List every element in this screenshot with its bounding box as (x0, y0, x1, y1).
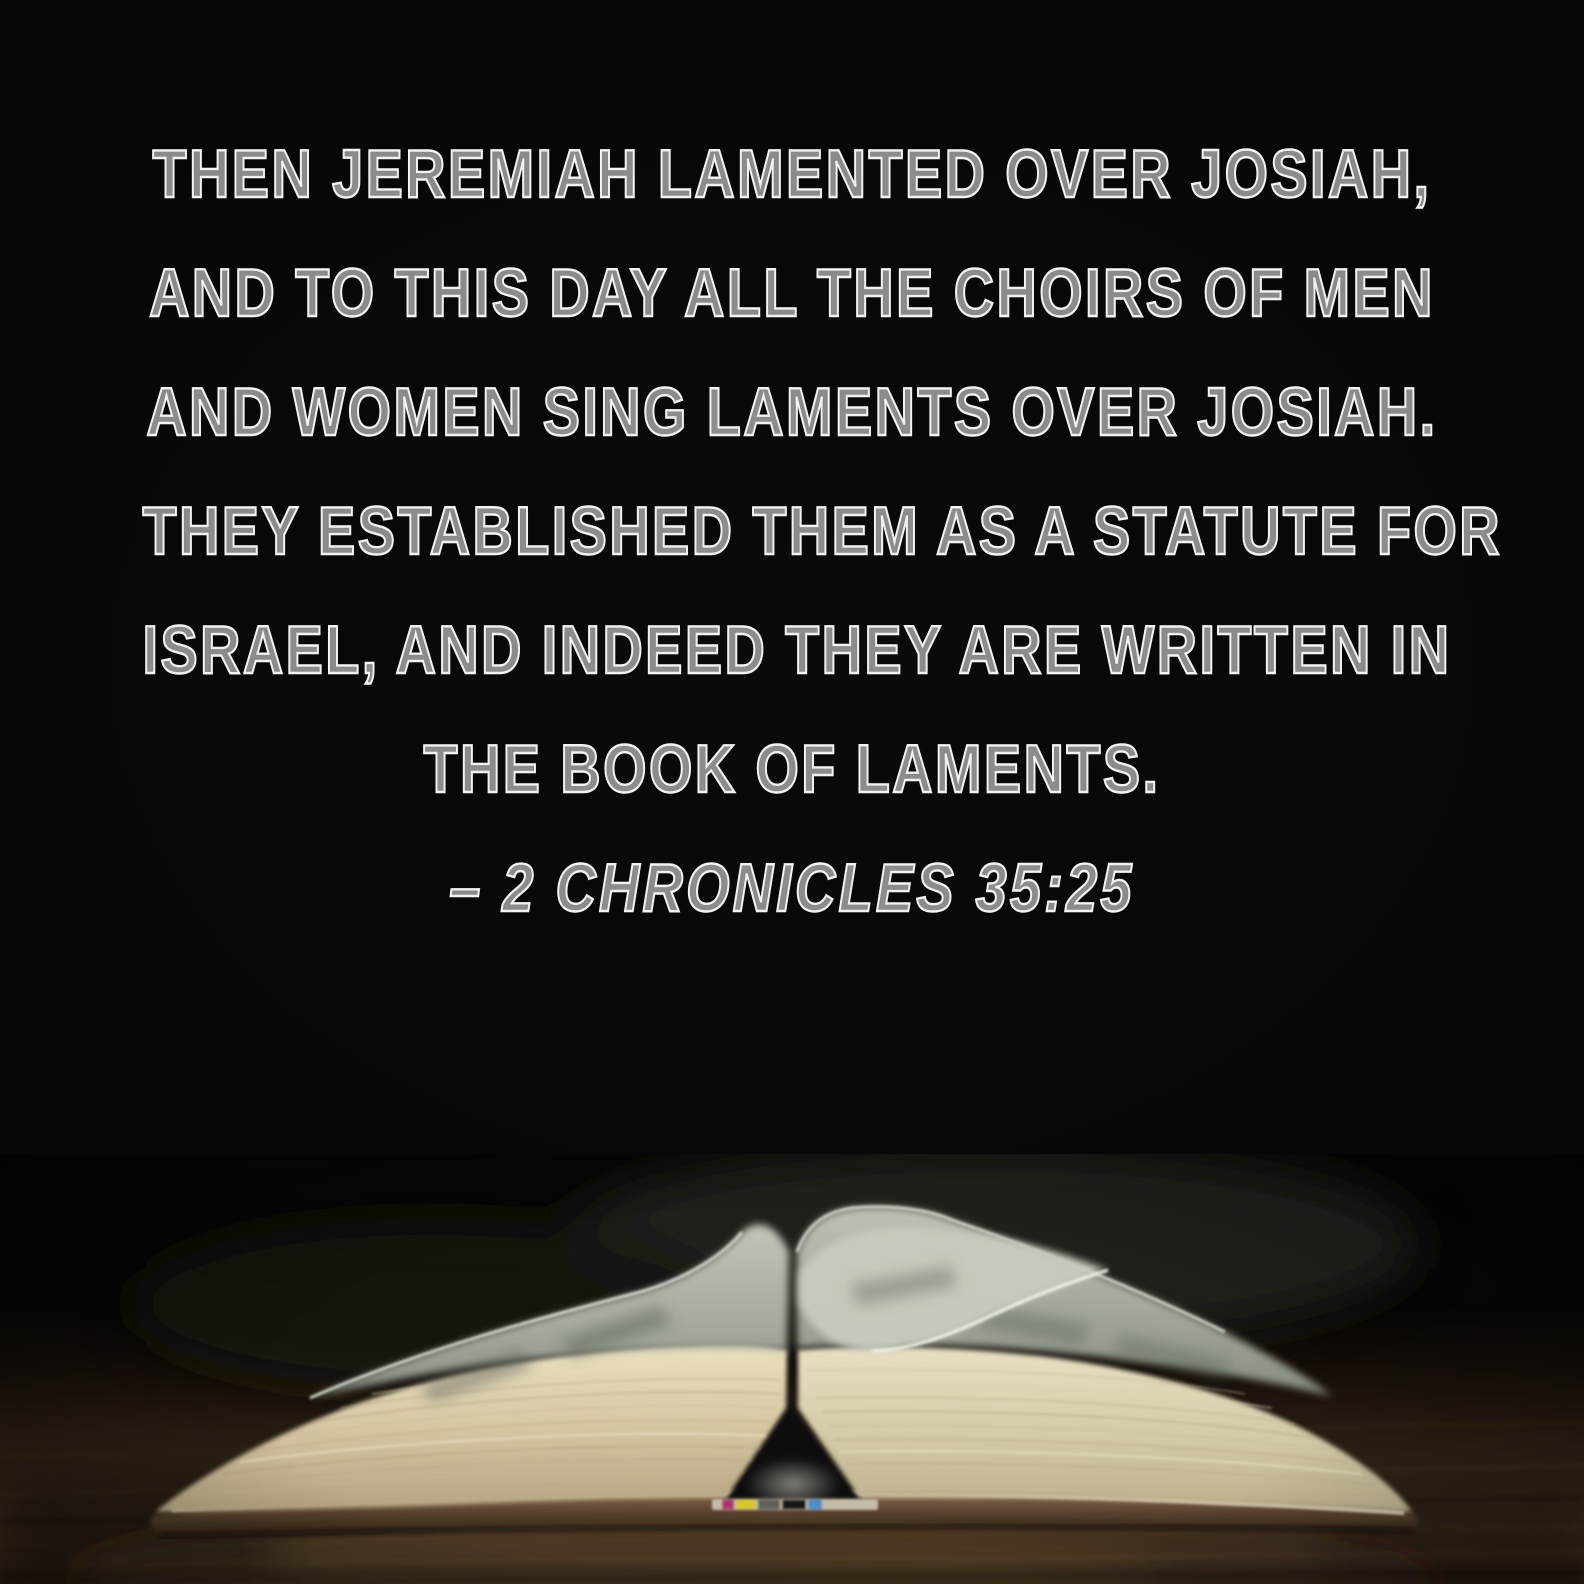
verse-line: AND TO THIS DAY ALL THE CHOIRS OF MEN (149, 255, 1435, 331)
verse-line: THE BOOK OF LAMENTS. (423, 731, 1161, 807)
verse-text-block (0, 115, 1584, 948)
bookmark-ribbon (758, 1500, 780, 1510)
bookmark-ribbon (722, 1500, 734, 1510)
verse-line: AND WOMEN SING LAMENTS OVER JOSIAH. (146, 374, 1438, 450)
verse-line: THEY ESTABLISHED THEM AS A STATUTE FOR (142, 493, 1503, 569)
bookmark-ribbon (782, 1500, 806, 1510)
open-book-photo (0, 1154, 1584, 1584)
bookmark-ribbon (808, 1500, 822, 1510)
bookmark-ribbons (712, 1499, 878, 1510)
verse-line: THEN JEREMIAH LAMENTED OVER JOSIAH, (152, 136, 1432, 212)
bookmark-ribbon (736, 1500, 756, 1510)
photo-bottom-shade (0, 1569, 1584, 1584)
verse-reference: – 2 CHRONICLES 35:25 (449, 850, 1135, 926)
verse-line: ISRAEL, AND INDEED THEY ARE WRITTEN IN (142, 612, 1452, 688)
